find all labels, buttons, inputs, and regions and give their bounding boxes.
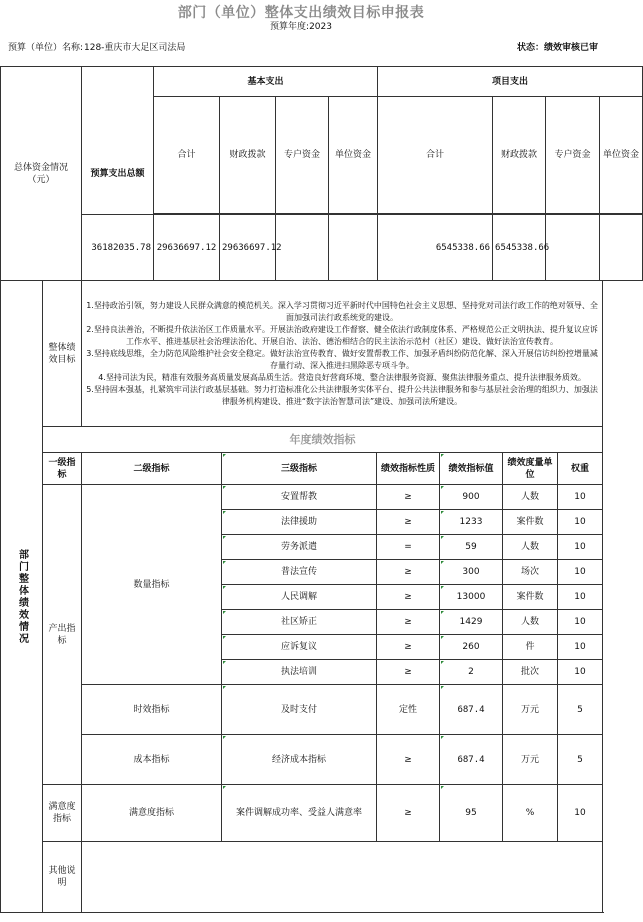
indicator-value: 59: [440, 535, 503, 560]
indicator-weight: 10: [558, 785, 603, 842]
status-badge: 状态：绩效审核已审: [516, 43, 598, 53]
basic-expense-label: 基本支出: [154, 67, 378, 97]
unit-label: 预算（单位）名称:: [8, 43, 84, 53]
indicator-weight: 5: [558, 685, 603, 735]
indicator-nature: ≥: [377, 585, 440, 610]
goal-text: [82, 281, 603, 427]
level2-quantity: 数量指标: [82, 485, 222, 685]
project-sub-header: 单位资金: [600, 97, 643, 214]
goal-line: 4.坚持司法为民，精准有效服务高质量发展高品质生活。营造良好营商环境、整合法律服务资源、聚焦法律服务重点、提升法律服务质效。: [98, 372, 586, 382]
indicator-name: 及时支付: [222, 685, 377, 735]
basic-unit-value: [329, 215, 378, 281]
indicator-nature: 定性: [377, 685, 440, 735]
basic-sub-header: 单位资金: [329, 97, 378, 214]
goal-label: 整体绩效目标: [43, 281, 82, 427]
indicator-value: 95: [440, 785, 503, 842]
header-nature: 绩效指标性质: [377, 453, 440, 485]
header-weight: 权重: [558, 453, 603, 485]
level1-satisfaction: 满意度指标: [43, 785, 82, 842]
indicator-unit: 万元: [503, 685, 558, 735]
indicator-name: 劳务派遣: [222, 535, 377, 560]
section-label: 部门整体绩效情况: [16, 548, 28, 645]
report-title: 部门（单位）整体支出绩效目标申报表: [177, 5, 425, 21]
indicator-section-title: 年度绩效指标: [43, 427, 603, 453]
project-special-value: [546, 215, 600, 281]
indicator-value: 1233: [440, 510, 503, 535]
level2-cost: 成本指标: [82, 735, 222, 785]
total-label: 预算支出总额: [82, 67, 154, 281]
indicator-nature: ≥: [377, 635, 440, 660]
indicator-nature: ≥: [377, 785, 440, 842]
indicator-name: 社区矫正: [222, 610, 377, 635]
level2-satisfaction: 满意度指标: [82, 785, 222, 842]
project-sub-header: 合计: [378, 97, 493, 214]
indicator-unit: 批次: [503, 660, 558, 685]
indicator-nature: ≥: [377, 510, 440, 535]
indicator-weight: 10: [558, 560, 603, 585]
indicator-weight: 10: [558, 585, 603, 610]
indicator-weight: 10: [558, 635, 603, 660]
header-level1: 一级指标: [43, 453, 82, 485]
indicator-unit: 人数: [503, 610, 558, 635]
funds-values-table: [0, 214, 643, 281]
unit-name: 128-重庆市大足区司法局: [84, 43, 186, 53]
project-sub-header: 专户资金: [546, 97, 600, 214]
other-notes-label: 其他说明: [43, 842, 82, 913]
basic-sub-header: 财政拨款: [220, 97, 276, 214]
indicator-table: [0, 280, 603, 913]
level1-output: 产出指标: [43, 485, 82, 785]
funds-spacer: [1, 215, 82, 281]
indicator-name: 人民调解: [222, 585, 377, 610]
indicator-value: 900: [440, 485, 503, 510]
goal-line: 2.坚持良法善治，不断提升依法治区工作质量水平。开展法治政府建设工作督察、健全依法行政制度体系、严格规范公正文明执法、提升复议应诉工作水平、推进基层社会治理法治化、开展自治、法治、德治相结合的民主法治示范村（社区）建设、做好法治宣传教育。: [86, 324, 598, 346]
indicator-unit: 案件数: [503, 585, 558, 610]
total-value: 36182035.78: [82, 215, 154, 281]
project-unit-value: [600, 215, 643, 281]
indicator-weight: 10: [558, 610, 603, 635]
indicator-nature: =: [377, 535, 440, 560]
indicator-value: 687.4: [440, 735, 503, 785]
basic-total-value: 29636697.12: [154, 215, 220, 281]
indicator-unit: 万元: [503, 735, 558, 785]
indicator-weight: 5: [558, 735, 603, 785]
indicator-weight: 10: [558, 660, 603, 685]
indicator-nature: ≥: [377, 610, 440, 635]
indicator-nature: ≥: [377, 735, 440, 785]
section-label-cell: [1, 281, 43, 913]
goal-line: 3.坚持底线思维，全力防范风险维护社会安全稳定。做好法治宣传教育、做好安置帮教工作、加强矛盾纠纷防范化解、深入开展信访纠纷控增量减存量行动、深入推进扫黑除恶专项斗争。: [86, 348, 598, 370]
goal-line: 5.坚持固本强基，扎紧筑牢司法行政基层基础。努力打造标准化公共法律服务实体平台、提升公共法律服务和参与基层社会治理的组织力、加强法律服务机构建设、推进“数字法治智慧司法”建设、加强司法所建设。: [86, 384, 598, 406]
project-sub-header: 财政拨款: [493, 97, 546, 214]
indicator-value: 300: [440, 560, 503, 585]
indicator-name: 案件调解成功率、受益人满意率: [222, 785, 377, 842]
indicator-value: 13000: [440, 585, 503, 610]
header-value: 绩效指标值: [440, 453, 503, 485]
header-unit: 绩效度量单位: [503, 453, 558, 485]
indicator-value: 260: [440, 635, 503, 660]
indicator-unit: 案件数: [503, 510, 558, 535]
indicator-unit: 件: [503, 635, 558, 660]
indicator-unit: %: [503, 785, 558, 842]
indicator-nature: ≥: [377, 485, 440, 510]
indicator-nature: ≥: [377, 560, 440, 585]
project-expense-label: 项目支出: [378, 67, 643, 97]
basic-fiscal-value: 29636697.12: [220, 215, 276, 281]
indicator-unit: 人数: [503, 535, 558, 560]
budget-year: 预算年度:2023: [270, 22, 332, 32]
indicator-value: 2: [440, 660, 503, 685]
other-notes-value: [82, 842, 603, 913]
indicator-value: 1429: [440, 610, 503, 635]
indicator-unit: 场次: [503, 560, 558, 585]
indicator-name: 应诉复议: [222, 635, 377, 660]
indicator-value: 687.4: [440, 685, 503, 735]
indicator-weight: 10: [558, 535, 603, 560]
basic-sub-header: 专户资金: [276, 97, 329, 214]
basic-sub-header: 合计: [154, 97, 220, 214]
goal-line: 1.坚持政治引领，努力建设人民群众满意的模范机关。深入学习贯彻习近平新时代中国特色社会主义思想、坚持党对司法行政工作的绝对领导、全面加强司法行政系统党的建设。: [86, 300, 598, 322]
indicator-nature: ≥: [377, 660, 440, 685]
basic-special-value: [276, 215, 329, 281]
header-level2: 二级指标: [82, 453, 222, 485]
indicator-name: 执法培训: [222, 660, 377, 685]
header-level3: 三级指标: [222, 453, 377, 485]
indicator-name: 安置帮教: [222, 485, 377, 510]
level2-timeliness: 时效指标: [82, 685, 222, 735]
project-total-value: 6545338.66: [378, 215, 493, 281]
indicator-weight: 10: [558, 510, 603, 535]
indicator-name: 法律援助: [222, 510, 377, 535]
indicator-unit: 人数: [503, 485, 558, 510]
project-fiscal-value: 6545338.66: [493, 215, 546, 281]
indicator-name: 经济成本指标: [222, 735, 377, 785]
indicator-name: 普法宣传: [222, 560, 377, 585]
indicator-weight: 10: [558, 485, 603, 510]
funds-row-label: 总体资金情况（元）: [1, 67, 82, 281]
